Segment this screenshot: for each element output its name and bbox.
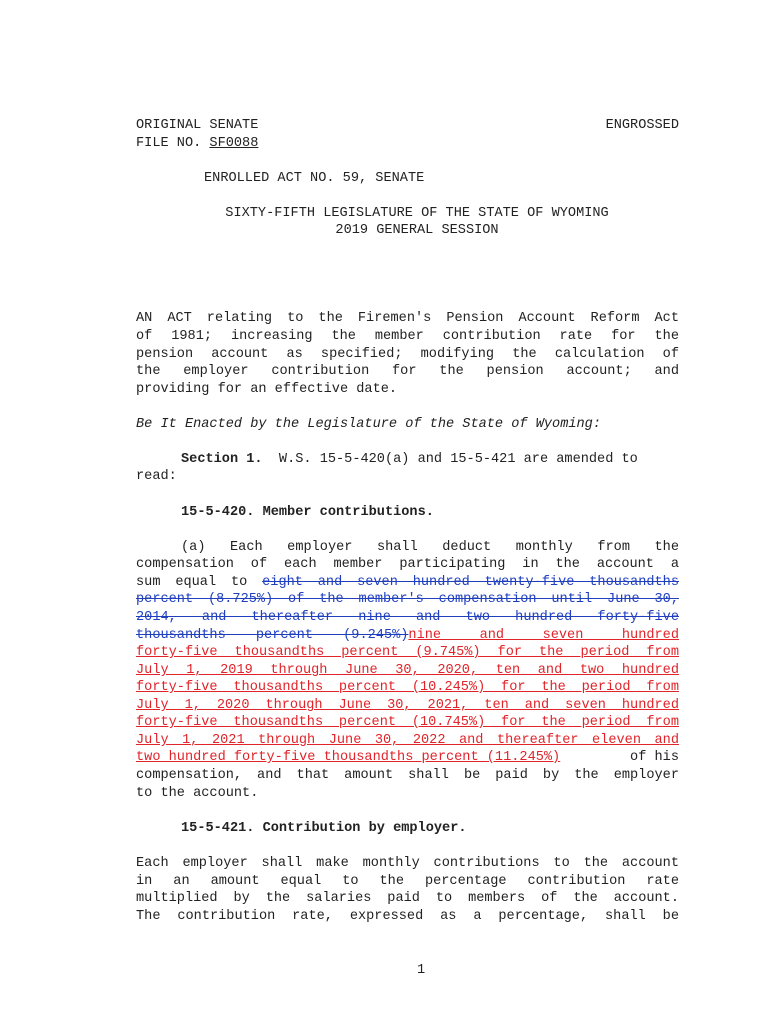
enrolled-act: ENROLLED ACT NO. 59, SENATE: [204, 171, 425, 186]
para-a-line: [136, 749, 679, 767]
deleted-text: eight and seven hundred twenty-five thousandths: [262, 575, 679, 590]
act-title-line: pension account as specified; modifying the calculation of: [136, 347, 679, 362]
inserted-text: two hundred forty-five thousandths percent (11.245%): [136, 750, 561, 765]
inserted-text: forty-five thousandths percent (10.245%) for the period from: [136, 680, 679, 695]
inserted-text: July 1, 2021 through June 30, 2022 and thereafter eleven and: [136, 733, 679, 748]
inserted-text: nine and seven hundred: [408, 628, 679, 643]
section-421-line: in an amount equal to the percentage contribution rate: [136, 874, 679, 889]
section-1-line: [136, 451, 679, 469]
para-a-line: compensation, and that amount shall be paid by the employer: [136, 768, 679, 783]
para-a-line: [136, 627, 679, 645]
para-a-line: (a) Each employer shall deduct monthly from the: [181, 540, 679, 555]
deleted-text: percent (8.725%) of the member's compensation until June 30,: [136, 592, 679, 607]
section-1-label: Section 1.: [181, 452, 263, 467]
act-title-line: AN ACT relating to the Firemen's Pension Account Reform Act: [136, 311, 679, 326]
file-number: [136, 135, 258, 153]
page-number: 1: [417, 963, 426, 978]
deleted-text: thousandths percent (9.245%): [136, 628, 409, 643]
enacting-clause: Be It Enacted by the Legislature of the State of Wyoming:: [136, 417, 601, 432]
file-no-link[interactable]: SF0088: [209, 136, 259, 151]
section-421-line: The contribution rate, expressed as a percentage, shall be: [136, 909, 679, 924]
engrossed-label: ENGROSSED: [605, 118, 679, 133]
section-1-cont: read:: [136, 469, 177, 484]
para-a-line: to the account.: [136, 786, 259, 801]
deleted-text: 2014, and thereafter nine and two hundred forty-five: [136, 610, 679, 625]
para-a-line: [136, 574, 679, 592]
para-a-line: compensation of each member participating in the account a: [136, 557, 679, 572]
file-no-prefix: FILE NO.: [136, 136, 210, 151]
inserted-text: forty-five thousandths percent (10.745%) for the period from: [136, 715, 679, 730]
act-title-line: of 1981; increasing the member contribution rate for the: [136, 329, 679, 344]
section-421-line: multiplied by the salaries paid to members of the account.: [136, 891, 679, 906]
act-title-line: the employer contribution for the pension account; and: [136, 364, 679, 379]
section-1-text: W.S. 15-5-420(a) and 15-5-421 are amended to: [278, 452, 638, 467]
section-421-heading: 15-5-421. Contribution by employer.: [181, 821, 467, 836]
plain-text: sum equal to: [136, 575, 263, 590]
original-senate-label: ORIGINAL SENATE: [136, 118, 259, 133]
inserted-text: July 1, 2020 through June 30, 2021, ten and seven hundred: [136, 698, 679, 713]
inserted-text: July 1, 2019 through June 30, 2020, ten and two hundred: [136, 663, 679, 678]
legislature-title: SIXTY-FIFTH LEGISLATURE OF THE STATE OF WYOMING: [225, 206, 609, 221]
inserted-text: forty-five thousandths percent (9.745%) for the period from: [136, 645, 679, 660]
section-420-heading: 15-5-420. Member contributions.: [181, 505, 434, 520]
plain-text: of his: [630, 750, 679, 765]
session-title: 2019 GENERAL SESSION: [335, 223, 499, 238]
section-421-line: Each employer shall make monthly contributions to the account: [136, 856, 679, 871]
act-title-line: providing for an effective date.: [136, 382, 398, 397]
